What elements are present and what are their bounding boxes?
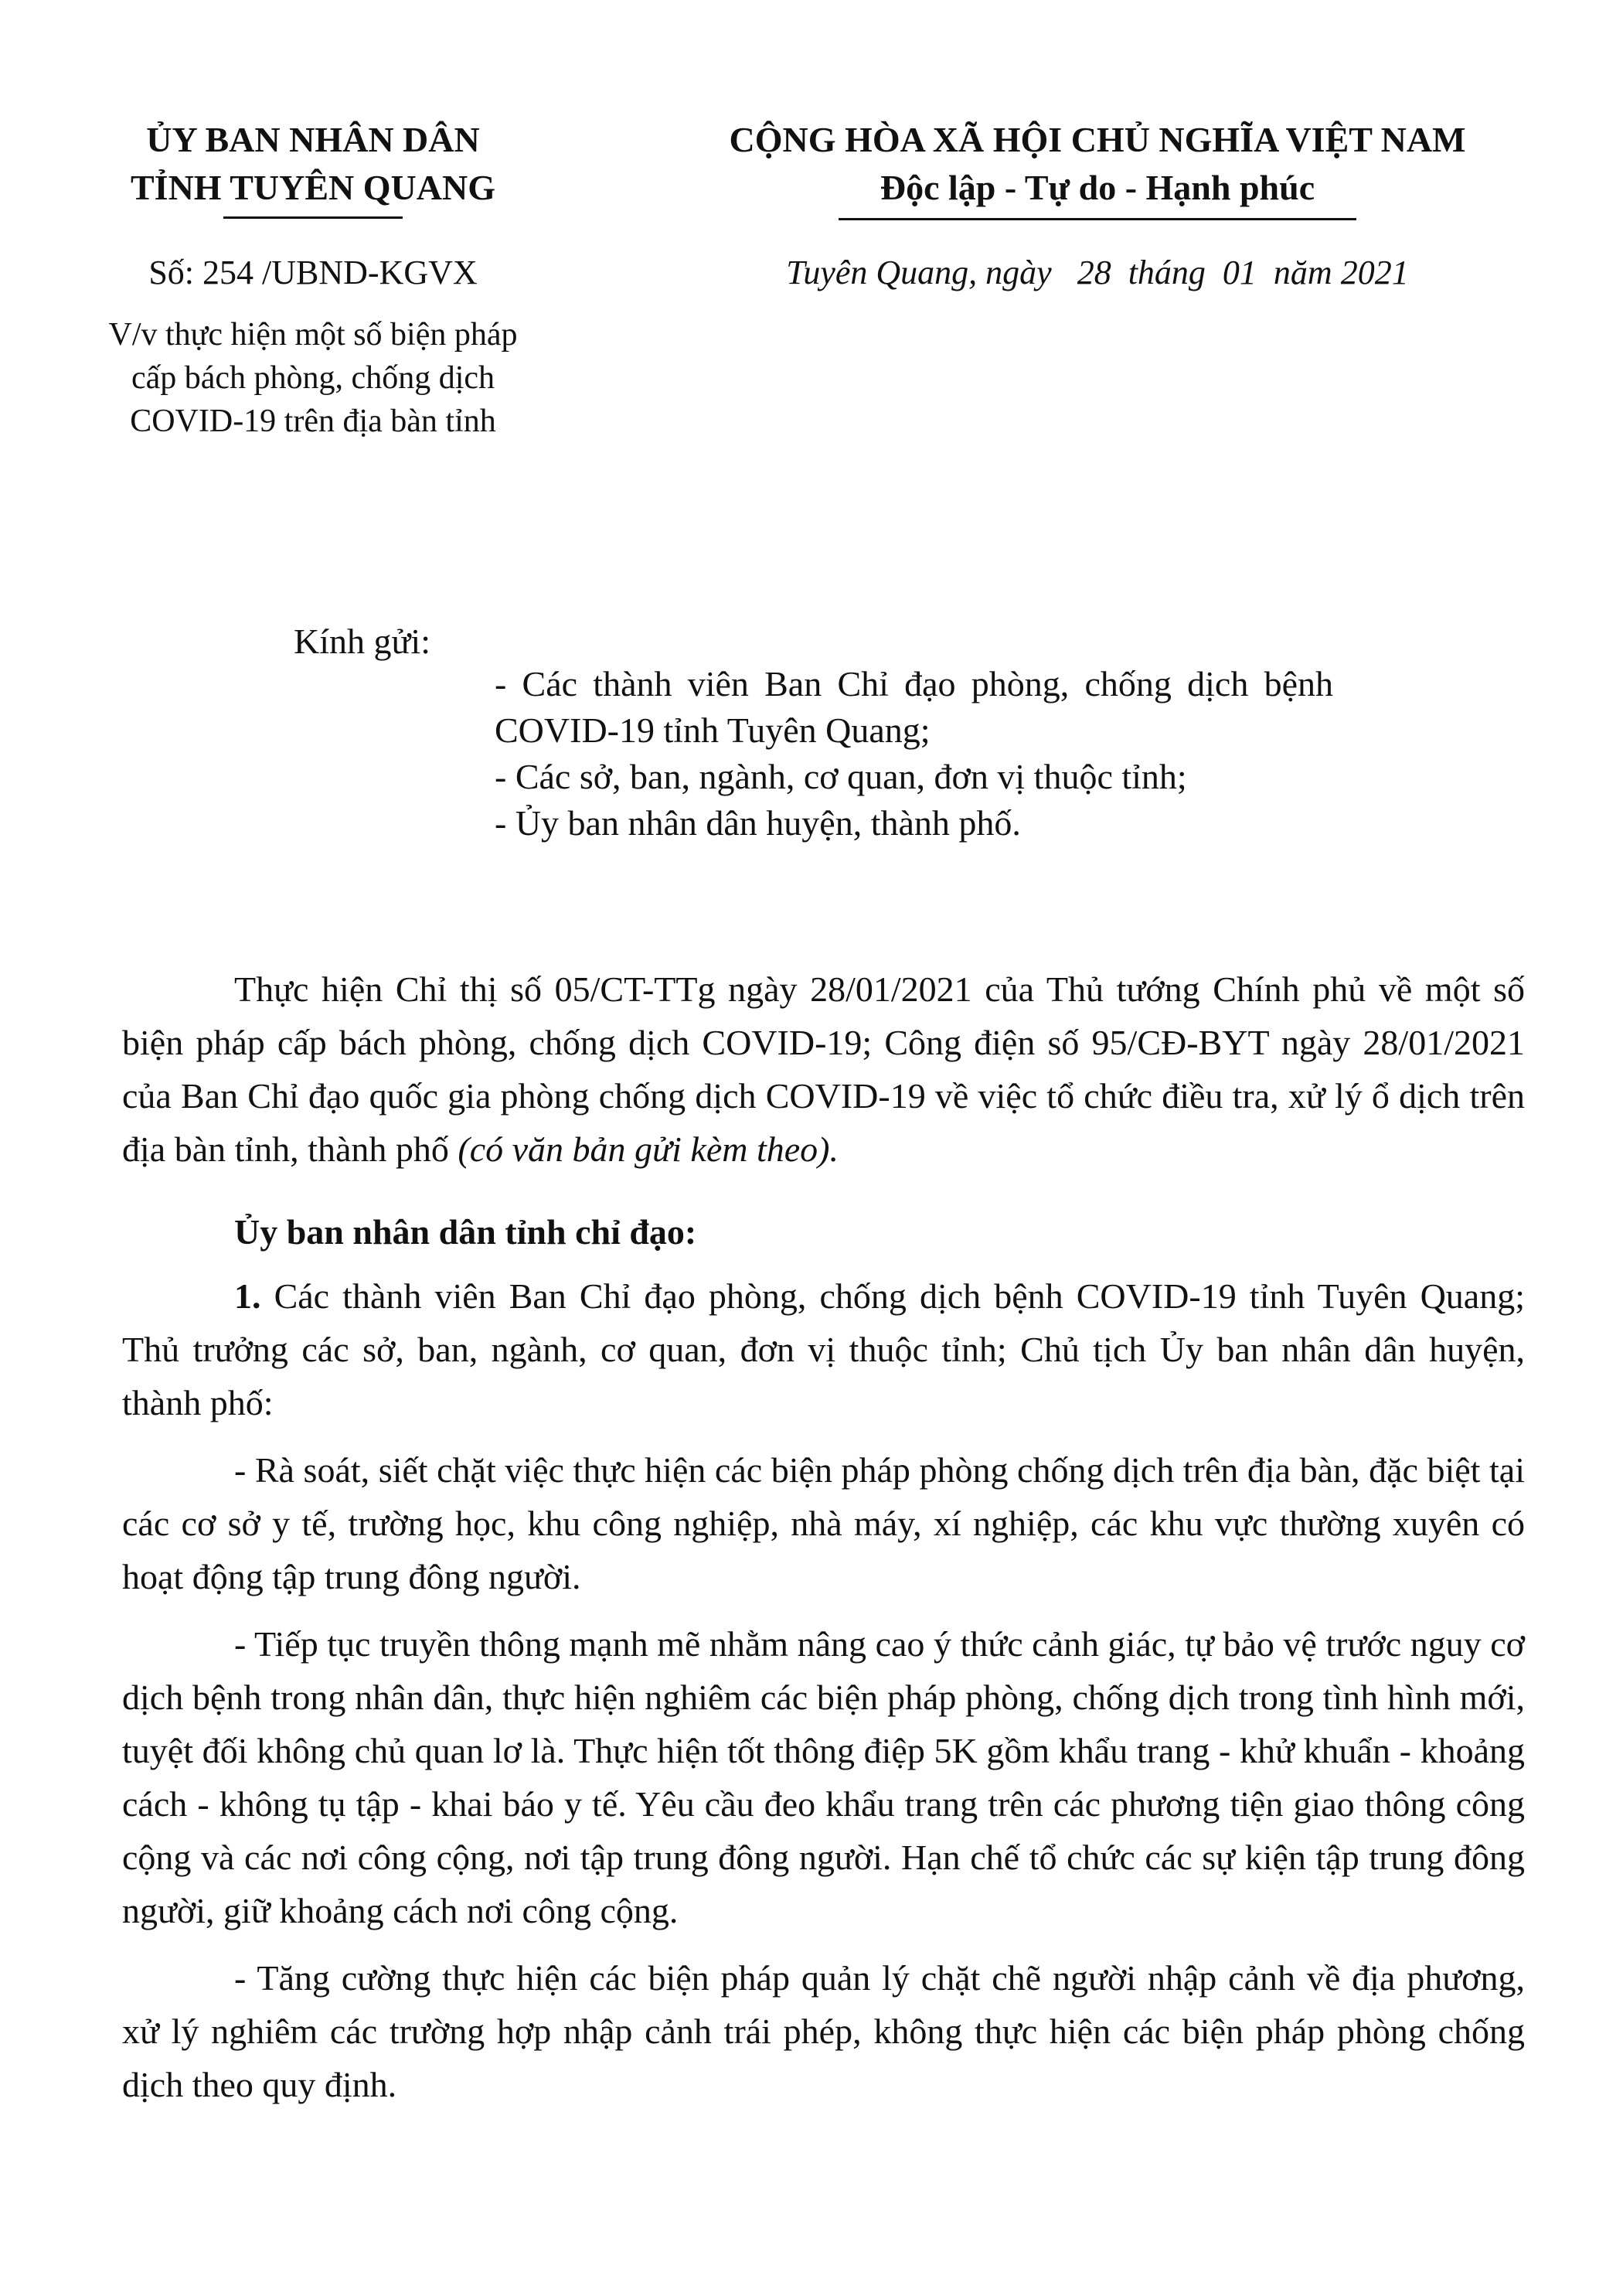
item-1-number: 1.: [234, 1276, 261, 1316]
intro-text: Thực hiện Chỉ thị số 05/CT-TTg ngày 28/01/2021 của Thủ tướng Chính phủ về một số biện pháp cấp bách phòng, chống dịch COVID-19; Công điện số 95/CĐ-BYT ngày 28/01/2021 của Ban Chỉ đạo quốc gia phòng chống dịch COVID-19 về việc tổ chức điều tra, xử lý ổ dịch trên địa bàn tỉnh, thành phố: [122, 969, 1525, 1169]
agency-line-2: TỈNH TUYÊN QUANG: [131, 168, 495, 207]
bullet-paragraph: - Rà soát, siết chặt việc thực hiện các biện pháp phòng chống dịch trên địa bàn, đặc biệt tại các cơ sở y tế, trường học, khu công nghiệp, nhà máy, xí nghiệp, các khu vực thường xuyên có hoạt động tập trung đông người.: [122, 1450, 1525, 1596]
recipients-list: [495, 661, 1333, 847]
subject-line: cấp bách phòng, chống dịch: [131, 360, 495, 396]
document-number: Số: 254 /UBND-KGVX: [148, 254, 478, 291]
place-date: Tuyên Quang, ngày 28 tháng 01 năm 2021: [786, 254, 1409, 291]
bullet-paragraph: - Tiếp tục truyền thông mạnh mẽ nhằm nâng cao ý thức cảnh giác, tự bảo vệ trước nguy cơ dịch bệnh trong nhân dân, thực hiện nghiêm các biện pháp phòng, chống dịch trong tình hình mới, tuyệt đối không chủ quan lơ là. Thực hiện tốt thông điệp 5K gồm khẩu trang - khử khuẩn - khoảng cách - không tụ tập - khai báo y tế. Yêu cầu đeo khẩu trang trên các phương tiện giao thông công cộng và các nơi công cộng, nơi tập trung đông người. Hạn chế tổ chức các sự kiện tập trung đông người, giữ khoảng cách nơi công cộng.: [122, 1624, 1525, 1930]
recipients-label: Kính gửi:: [294, 622, 430, 661]
agency-underline: [223, 216, 403, 219]
agency-line-1: ỦY BAN NHÂN DÂN: [146, 120, 480, 159]
national-motto: [634, 116, 1561, 220]
recipient-item: - Các sở, ban, ngành, cơ quan, đơn vị thuộc tỉnh;: [495, 757, 1187, 796]
intro-italic-note: (có văn bản gửi kèm theo).: [458, 1129, 839, 1169]
subject-line: COVID-19 trên địa bàn tỉnh: [130, 404, 496, 439]
bullet-paragraph: - Tăng cường thực hiện các biện pháp quản lý chặt chẽ người nhập cảnh về địa phương, xử lý nghiêm các trường hợp nhập cảnh trái phép, không thực hiện các biện pháp phòng chống dịch theo quy định.: [122, 1958, 1525, 2104]
document-body: [122, 962, 1525, 2125]
document-subject: [85, 313, 541, 443]
recipient-item: - Ủy ban nhân dân huyện, thành phố.: [495, 803, 1021, 843]
motto-underline: [839, 218, 1356, 220]
intro-paragraph: [122, 962, 1525, 1176]
country-name: CỘNG HÒA XÃ HỘI CHỦ NGHĨA VIỆT NAM: [729, 120, 1466, 159]
subject-line: V/v thực hiện một số biện pháp: [108, 317, 518, 353]
recipient-item: - Các thành viên Ban Chỉ đạo phòng, chống dịch bệnh COVID-19 tỉnh Tuyên Quang;: [495, 664, 1333, 750]
motto: Độc lập - Tự do - Hạnh phúc: [880, 168, 1315, 207]
item-1-text: Các thành viên Ban Chỉ đạo phòng, chống dịch bệnh COVID-19 tỉnh Tuyên Quang; Thủ trưởng các sở, ban, ngành, cơ quan, đơn vị thuộc tỉnh; Chủ tịch Ủy ban nhân dân huyện, thành phố:: [122, 1276, 1525, 1422]
item-1-paragraph: [122, 1269, 1525, 1429]
issuing-agency: [85, 116, 541, 219]
directive-heading: Ủy ban nhân dân tỉnh chỉ đạo:: [234, 1212, 697, 1252]
